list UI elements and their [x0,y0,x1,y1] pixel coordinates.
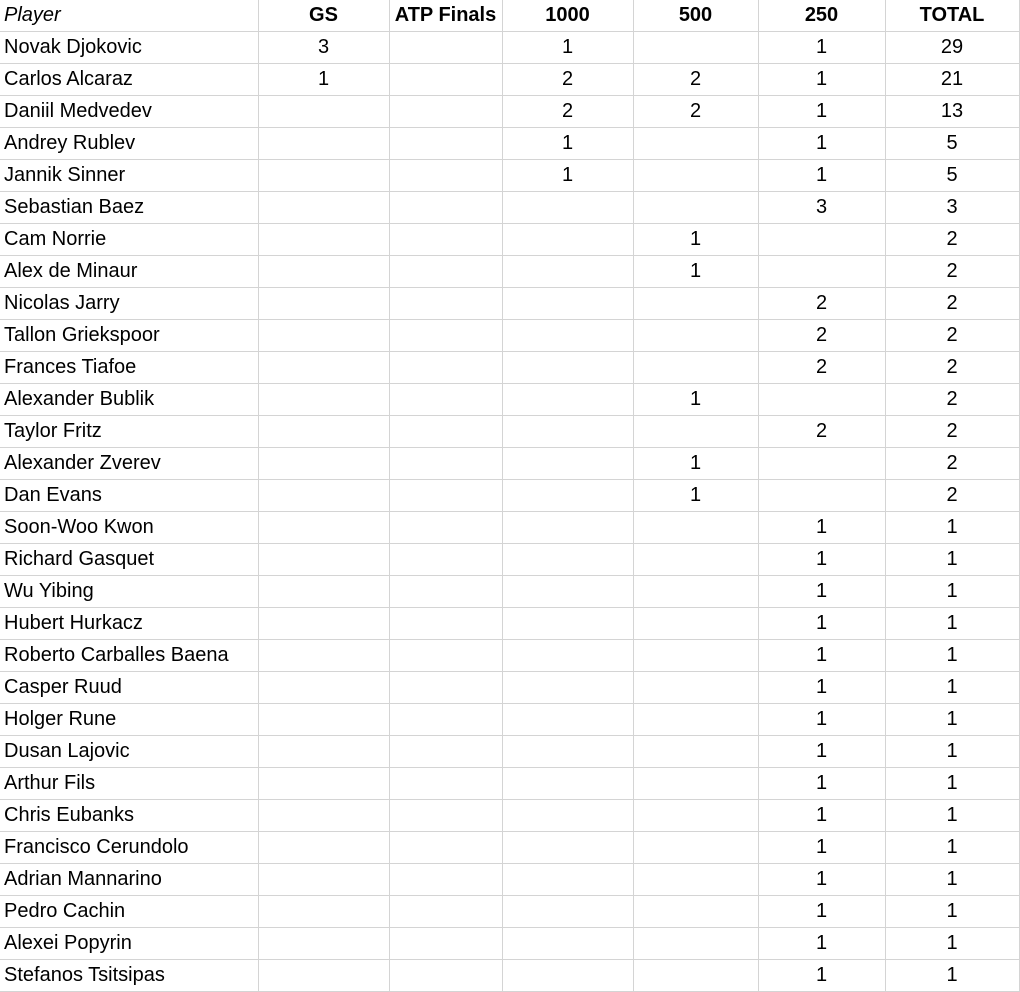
cell-total[interactable]: 1 [885,736,1019,768]
cell-gs[interactable] [258,896,389,928]
cell-500[interactable]: 1 [633,480,758,512]
cell-gs[interactable] [258,448,389,480]
cell-total[interactable]: 1 [885,800,1019,832]
table-row [0,864,1019,896]
cell-500[interactable] [633,800,758,832]
cell-player[interactable]: Alexander Zverev [0,448,258,480]
cell-total[interactable]: 2 [885,224,1019,256]
cell-atp-finals[interactable] [389,160,502,192]
cell-250[interactable]: 2 [758,352,885,384]
cell-player[interactable]: Wu Yibing [0,576,258,608]
table-row [0,832,1019,864]
cell-atp-finals[interactable] [389,800,502,832]
cell-500[interactable] [633,32,758,64]
table-row [0,928,1019,960]
cell-total[interactable]: 2 [885,480,1019,512]
cell-player[interactable]: Andrey Rublev [0,128,258,160]
cell-gs[interactable] [258,608,389,640]
cell-1000[interactable] [502,320,633,352]
cell-500[interactable] [633,512,758,544]
table-row [0,672,1019,704]
cell-1000[interactable]: 1 [502,128,633,160]
cell-player[interactable]: Hubert Hurkacz [0,608,258,640]
cell-total[interactable]: 1 [885,928,1019,960]
cell-total[interactable]: 1 [885,544,1019,576]
cell-total[interactable]: 1 [885,608,1019,640]
cell-total[interactable]: 2 [885,352,1019,384]
cell-gs[interactable] [258,768,389,800]
table-row [0,544,1019,576]
cell-atp-finals[interactable] [389,128,502,160]
cell-atp-finals[interactable] [389,512,502,544]
cell-total[interactable]: 1 [885,768,1019,800]
cell-atp-finals[interactable] [389,704,502,736]
cell-player[interactable]: Cam Norrie [0,224,258,256]
cell-1000[interactable] [502,256,633,288]
cell-gs[interactable]: 1 [258,64,389,96]
cell-total[interactable]: 1 [885,576,1019,608]
cell-1000[interactable]: 1 [502,160,633,192]
cell-total[interactable]: 2 [885,320,1019,352]
cell-gs[interactable]: 3 [258,32,389,64]
cell-gs[interactable] [258,832,389,864]
cell-1000[interactable] [502,224,633,256]
cell-total[interactable]: 21 [885,64,1019,96]
cell-gs[interactable] [258,416,389,448]
cell-total[interactable]: 2 [885,416,1019,448]
table-row [0,576,1019,608]
cell-1000[interactable] [502,288,633,320]
cell-1000[interactable] [502,480,633,512]
cell-500[interactable] [633,768,758,800]
cell-atp-finals[interactable] [389,576,502,608]
cell-total[interactable]: 1 [885,512,1019,544]
table-row [0,800,1019,832]
table-row [0,192,1019,224]
cell-gs[interactable] [258,96,389,128]
cell-1000[interactable] [502,704,633,736]
cell-250[interactable]: 1 [758,864,885,896]
header-gs[interactable]: GS [258,0,389,32]
table-row [0,32,1019,64]
cell-atp-finals[interactable] [389,896,502,928]
cell-total[interactable]: 2 [885,384,1019,416]
cell-total[interactable]: 5 [885,160,1019,192]
cell-atp-finals[interactable] [389,768,502,800]
cell-atp-finals[interactable] [389,192,502,224]
table-row [0,224,1019,256]
cell-gs[interactable] [258,160,389,192]
cell-250[interactable]: 1 [758,960,885,992]
cell-250[interactable]: 1 [758,96,885,128]
cell-player[interactable]: Frances Tiafoe [0,352,258,384]
cell-250[interactable]: 1 [758,160,885,192]
cell-player[interactable]: Tallon Griekspoor [0,320,258,352]
cell-500[interactable] [633,320,758,352]
cell-player[interactable]: Daniil Medvedev [0,96,258,128]
cell-1000[interactable] [502,448,633,480]
cell-atp-finals[interactable] [389,224,502,256]
table-row [0,288,1019,320]
cell-250[interactable]: 1 [758,576,885,608]
cell-player[interactable]: Adrian Mannarino [0,864,258,896]
cell-1000[interactable] [502,384,633,416]
table-row [0,320,1019,352]
cell-250[interactable]: 3 [758,192,885,224]
cell-player[interactable]: Stefanos Tsitsipas [0,960,258,992]
table-row [0,416,1019,448]
cell-total[interactable]: 1 [885,704,1019,736]
cell-500[interactable] [633,160,758,192]
cell-player[interactable]: Francisco Cerundolo [0,832,258,864]
cell-gs[interactable] [258,704,389,736]
cell-1000[interactable] [502,192,633,224]
cell-gs[interactable] [258,224,389,256]
cell-atp-finals[interactable] [389,960,502,992]
cell-250[interactable]: 1 [758,768,885,800]
cell-player[interactable]: Nicolas Jarry [0,288,258,320]
cell-atp-finals[interactable] [389,320,502,352]
cell-player[interactable]: Sebastian Baez [0,192,258,224]
table-row [0,64,1019,96]
header-atp-finals[interactable]: ATP Finals [389,0,502,32]
header-500[interactable]: 500 [633,0,758,32]
cell-atp-finals[interactable] [389,544,502,576]
cell-250[interactable]: 2 [758,416,885,448]
cell-atp-finals[interactable] [389,32,502,64]
cell-1000[interactable] [502,352,633,384]
cell-player[interactable]: Novak Djokovic [0,32,258,64]
cell-500[interactable] [633,928,758,960]
cell-1000[interactable] [502,832,633,864]
header-250[interactable]: 250 [758,0,885,32]
cell-player[interactable]: Alexei Popyrin [0,928,258,960]
table-body [0,32,1019,992]
table-row [0,352,1019,384]
cell-250[interactable]: 1 [758,640,885,672]
header-player[interactable]: Player [0,0,258,32]
table-row [0,96,1019,128]
cell-atp-finals[interactable] [389,480,502,512]
table-row [0,384,1019,416]
cell-gs[interactable] [258,512,389,544]
cell-total[interactable]: 1 [885,832,1019,864]
table-header [0,0,1019,32]
table-row [0,512,1019,544]
cell-500[interactable] [633,192,758,224]
cell-atp-finals[interactable] [389,96,502,128]
cell-atp-finals[interactable] [389,384,502,416]
cell-atp-finals[interactable] [389,928,502,960]
cell-atp-finals[interactable] [389,864,502,896]
cell-gs[interactable] [258,960,389,992]
cell-500[interactable]: 1 [633,384,758,416]
cell-500[interactable] [633,704,758,736]
table-row [0,480,1019,512]
cell-atp-finals[interactable] [389,608,502,640]
cell-gs[interactable] [258,480,389,512]
cell-player[interactable]: Jannik Sinner [0,160,258,192]
cell-250[interactable]: 1 [758,832,885,864]
cell-500[interactable]: 2 [633,64,758,96]
cell-1000[interactable] [502,736,633,768]
cell-total[interactable]: 2 [885,448,1019,480]
table-row [0,960,1019,992]
header-1000[interactable]: 1000 [502,0,633,32]
cell-gs[interactable] [258,128,389,160]
header-row [0,0,1019,32]
cell-1000[interactable] [502,672,633,704]
cell-500[interactable] [633,576,758,608]
cell-500[interactable] [633,416,758,448]
table-row [0,704,1019,736]
table-row [0,160,1019,192]
cell-player[interactable]: Arthur Fils [0,768,258,800]
cell-gs[interactable] [258,640,389,672]
cell-250[interactable]: 1 [758,128,885,160]
cell-500[interactable] [633,352,758,384]
cell-gs[interactable] [258,800,389,832]
cell-atp-finals[interactable] [389,448,502,480]
cell-500[interactable] [633,736,758,768]
cell-player[interactable]: Holger Rune [0,704,258,736]
cell-atp-finals[interactable] [389,64,502,96]
table-row [0,768,1019,800]
cell-gs[interactable] [258,672,389,704]
cell-gs[interactable] [258,544,389,576]
cell-1000[interactable] [502,928,633,960]
cell-player[interactable]: Chris Eubanks [0,800,258,832]
cell-250[interactable]: 1 [758,672,885,704]
cell-250[interactable]: 1 [758,64,885,96]
cell-total[interactable]: 2 [885,288,1019,320]
cell-500[interactable] [633,864,758,896]
cell-1000[interactable] [502,576,633,608]
cell-gs[interactable] [258,192,389,224]
cell-total[interactable]: 1 [885,864,1019,896]
cell-gs[interactable] [258,288,389,320]
cell-250[interactable]: 1 [758,896,885,928]
cell-500[interactable]: 1 [633,256,758,288]
cell-gs[interactable] [258,736,389,768]
cell-250[interactable]: 1 [758,544,885,576]
cell-500[interactable] [633,832,758,864]
cell-1000[interactable] [502,416,633,448]
table-row [0,128,1019,160]
cell-250[interactable]: 1 [758,736,885,768]
cell-gs[interactable] [258,384,389,416]
cell-gs[interactable] [258,320,389,352]
cell-total[interactable]: 3 [885,192,1019,224]
cell-gs[interactable] [258,352,389,384]
cell-250[interactable]: 1 [758,512,885,544]
cell-player[interactable]: Alex de Minaur [0,256,258,288]
cell-500[interactable] [633,960,758,992]
cell-1000[interactable]: 2 [502,96,633,128]
cell-total[interactable]: 1 [885,960,1019,992]
cell-1000[interactable] [502,960,633,992]
cell-500[interactable] [633,128,758,160]
table-row [0,640,1019,672]
cell-1000[interactable]: 2 [502,64,633,96]
cell-250[interactable]: 2 [758,288,885,320]
cell-250[interactable]: 1 [758,32,885,64]
cell-250[interactable]: 2 [758,320,885,352]
cell-atp-finals[interactable] [389,416,502,448]
cell-250[interactable] [758,448,885,480]
cell-total[interactable]: 1 [885,640,1019,672]
cell-1000[interactable] [502,864,633,896]
cell-1000[interactable] [502,896,633,928]
cell-gs[interactable] [258,864,389,896]
cell-atp-finals[interactable] [389,288,502,320]
cell-250[interactable] [758,384,885,416]
table-row [0,448,1019,480]
cell-player[interactable]: Richard Gasquet [0,544,258,576]
cell-player[interactable]: Soon-Woo Kwon [0,512,258,544]
cell-total[interactable]: 1 [885,672,1019,704]
cell-atp-finals[interactable] [389,672,502,704]
cell-500[interactable]: 1 [633,224,758,256]
cell-1000[interactable]: 1 [502,32,633,64]
cell-250[interactable]: 1 [758,928,885,960]
cell-player[interactable]: Casper Ruud [0,672,258,704]
cell-total[interactable]: 1 [885,896,1019,928]
cell-gs[interactable] [258,928,389,960]
cell-player[interactable]: Dusan Lajovic [0,736,258,768]
cell-atp-finals[interactable] [389,736,502,768]
table-row [0,608,1019,640]
cell-player[interactable]: Pedro Cachin [0,896,258,928]
cell-player[interactable]: Dan Evans [0,480,258,512]
cell-500[interactable]: 2 [633,96,758,128]
cell-player[interactable]: Roberto Carballes Baena [0,640,258,672]
cell-500[interactable] [633,640,758,672]
cell-atp-finals[interactable] [389,640,502,672]
cell-500[interactable] [633,608,758,640]
cell-500[interactable]: 1 [633,448,758,480]
cell-atp-finals[interactable] [389,352,502,384]
cell-player[interactable]: Carlos Alcaraz [0,64,258,96]
cell-250[interactable] [758,224,885,256]
cell-1000[interactable] [502,768,633,800]
cell-500[interactable] [633,896,758,928]
cell-gs[interactable] [258,256,389,288]
cell-player[interactable]: Alexander Bublik [0,384,258,416]
cell-gs[interactable] [258,576,389,608]
cell-total[interactable]: 5 [885,128,1019,160]
cell-player[interactable]: Taylor Fritz [0,416,258,448]
cell-atp-finals[interactable] [389,832,502,864]
cell-atp-finals[interactable] [389,256,502,288]
cell-250[interactable]: 1 [758,704,885,736]
cell-total[interactable]: 29 [885,32,1019,64]
cell-250[interactable]: 1 [758,800,885,832]
cell-500[interactable] [633,544,758,576]
table-row [0,896,1019,928]
header-total[interactable]: TOTAL [885,0,1019,32]
cell-1000[interactable] [502,640,633,672]
cell-total[interactable]: 13 [885,96,1019,128]
cell-1000[interactable] [502,800,633,832]
cell-1000[interactable] [502,512,633,544]
cell-500[interactable] [633,672,758,704]
cell-500[interactable] [633,288,758,320]
cell-1000[interactable] [502,608,633,640]
table-row [0,256,1019,288]
cell-total[interactable]: 2 [885,256,1019,288]
cell-250[interactable]: 1 [758,608,885,640]
cell-250[interactable] [758,480,885,512]
cell-250[interactable] [758,256,885,288]
cell-1000[interactable] [502,544,633,576]
table-row [0,736,1019,768]
